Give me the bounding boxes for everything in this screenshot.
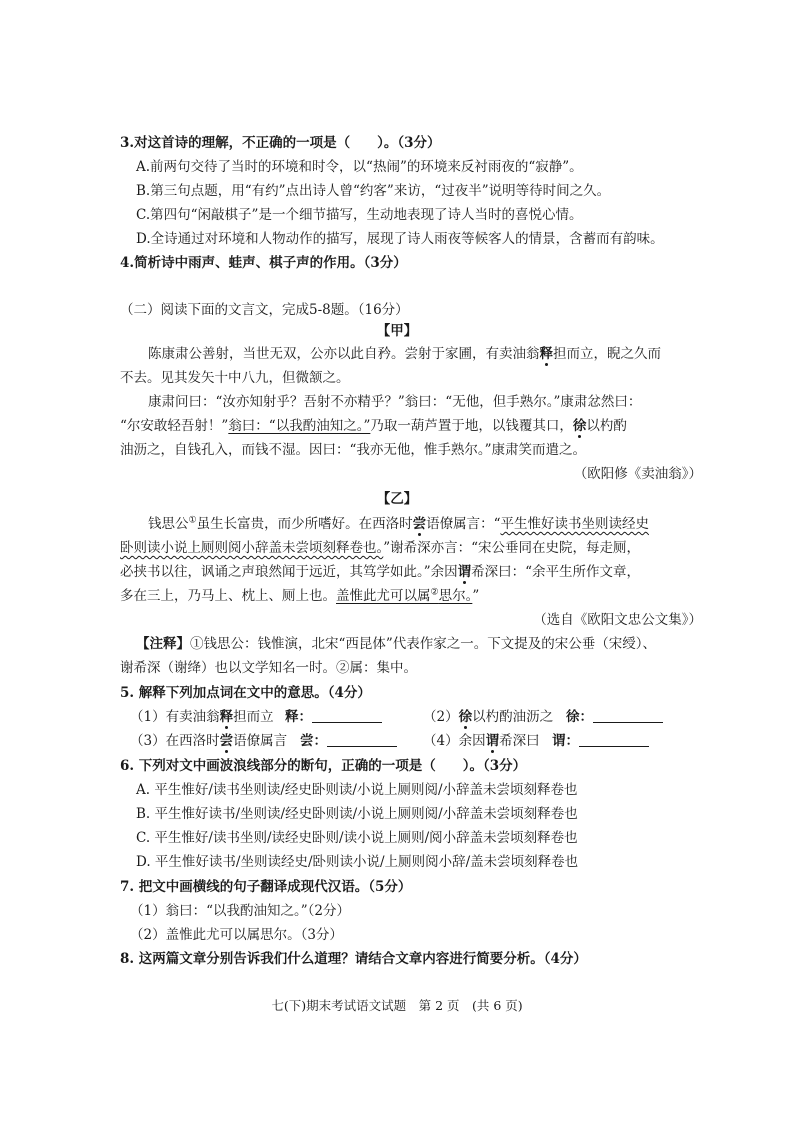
- wavy-underlined-passage-part1: 平生惟好读书坐则读经史: [500, 516, 649, 532]
- q6-option-a: A. 平生惟好/读书坐则读/经史卧则读/小说上厕则阅/小辞盖未尝顷刻释卷也: [136, 782, 578, 798]
- jia-paragraph1-line1: 陈康肃公善射，当世无双，公亦以此自矜。尝射于家圃，有卖油翁释担而立，睨之久而: [148, 346, 661, 362]
- q6-option-c: C. 平生惟好/读书坐则/读经史卧则/读小说上厕则/阅小辞盖未尝顷刻释卷也: [136, 830, 578, 846]
- note-marker-2: ②: [430, 587, 439, 598]
- q6-option-d: D. 平生惟好读书/坐则读经史/卧则读小说/上厕则阅小辞/盖未尝顷刻释卷也: [136, 854, 579, 870]
- yi-line1: 钱思公①虽生长富贵，而少所嗜好。在西洛时尝语僚属言：“平生惟好读书坐则读经史: [148, 515, 649, 532]
- q3-option-b: B.第三句点题，用“有约”点出诗人曾“约客”来访，“过夜半”说明等待时间之久。: [136, 183, 611, 199]
- underlined-sentence-1: 翁曰：“以我酌油知之。”: [228, 418, 371, 434]
- q7-stem: 7. 把文中画横线的句子翻译成现代汉语。（5分）: [120, 879, 412, 895]
- jia-title: 【甲】: [376, 323, 418, 339]
- q5-term-2: 徐：: [566, 707, 663, 727]
- q5-term-4: 谓：: [552, 731, 649, 751]
- yi-source: （选自《欧阳文忠公文集》）: [533, 612, 702, 628]
- q5-stem: 5. 解释下列加点词在文中的意思。（4分）: [120, 685, 371, 701]
- dotted-word-wei: 谓: [457, 564, 472, 580]
- note-marker-1: ①: [188, 515, 197, 526]
- yi-title: 【乙】: [376, 491, 418, 507]
- q5-term-3: 尝：: [300, 731, 397, 751]
- yi-line4: 多在三上，乃马上、枕上、厕上也。盖惟此尤可以属②思尔。”: [120, 587, 480, 604]
- q4-stem: 4.简析诗中雨声、蛙声、棋子声的作用。（3分）: [120, 255, 407, 271]
- answer-blank-2[interactable]: [593, 708, 663, 723]
- wavy-underlined-passage-part2: 卧则读小说上厕则阅小辞盖未尝顷刻释卷也。: [120, 540, 384, 556]
- answer-blank-4[interactable]: [579, 732, 649, 747]
- q5-item-2: （2）徐以杓酌油沥之: [423, 709, 554, 725]
- section2-heading: （二）阅读下面的文言文，完成5-8题。（16分）: [120, 302, 409, 318]
- underlined-sentence-2: 盖惟此尤可以属②思尔。: [336, 587, 473, 604]
- q8-stem: 8. 这两篇文章分别告诉我们什么道理？请结合文章内容进行简要分析。（4分）: [120, 951, 587, 967]
- annotation-line2: 谢希深（谢绛）也以文学知名一时。②属：集中。: [120, 660, 417, 676]
- annotation-line1: 【注释】①钱思公：钱惟演，北宋“西昆体”代表作家之一。下文提及的宋公垂（宋绶）、: [136, 636, 657, 652]
- dotted-word-chang: 尝: [412, 516, 427, 532]
- q3-option-c: C.第四句“闲敲棋子”是一个细节描写，生动地表现了诗人当时的喜悦心情。: [136, 207, 583, 223]
- q3-option-d: D.全诗通过对环境和人物动作的描写，展现了诗人雨夜等候客人的情景，含蓄而有韵味。: [136, 231, 664, 247]
- page-footer: 七(下)期末考试语文试题 第 2 页 (共 6 页): [271, 998, 523, 1013]
- q3-option-a: A.前两句交待了当时的环境和时令，以“热闹”的环境来反衬雨夜的“寂静”。: [136, 159, 583, 175]
- q3-stem: 3.对这首诗的理解，不正确的一项是（ ）。（3分）: [120, 135, 441, 151]
- yi-line2: 卧则读小说上厕则阅小辞盖未尝顷刻释卷也。”谢希深亦言：“宋公垂同在史院，每走厕，: [120, 540, 641, 556]
- answer-blank-1[interactable]: [312, 708, 382, 723]
- jia-paragraph2-line1: 康肃问曰：“汝亦知射乎？吾射不亦精乎？”翁曰：“无他，但手熟尔。”康肃忿然曰：: [148, 394, 642, 410]
- yi-line3: 必挟书以往，讽诵之声琅然闻于远近，其笃学如此。”余因谓希深曰：“余平生所作文章，: [120, 564, 641, 580]
- jia-paragraph2-line2: “尔安敢轻吾射！”翁曰：“以我酌油知之。”乃取一葫芦置于地，以钱覆其口，徐以杓酌: [120, 418, 627, 434]
- annotation-label: 【注释】: [136, 636, 190, 652]
- q6-stem: 6. 下列对文中画波浪线部分的断句，正确的一项是（ ）。（3分）: [120, 758, 527, 774]
- dotted-word-shi: 释: [539, 346, 553, 362]
- q6-option-b: B. 平生惟好读书/坐则读/经史卧则读/小说上厕则阅/小辞盖未尝顷刻释卷也: [136, 806, 578, 822]
- answer-blank-3[interactable]: [327, 732, 397, 747]
- q5-item-4: （4）余因谓希深曰: [423, 733, 540, 749]
- jia-source: （欧阳修《卖油翁》）: [573, 466, 702, 482]
- q5-term-1: 释：: [285, 707, 382, 727]
- q5-item-3: （3）在西洛时尝语僚属言: [130, 733, 288, 749]
- jia-paragraph1-line2: 不去。见其发矢十中八九，但微颔之。: [120, 370, 350, 386]
- q7-item-1: （1）翁曰：“以我酌油知之。”（2分）: [130, 903, 350, 919]
- q5-item-1: （1）有卖油翁释担而立: [130, 709, 274, 725]
- jia-paragraph2-line3: 油沥之，自钱孔入，而钱不湿。因曰：“我亦无他，惟手熟尔。”康肃笑而遣之。: [120, 442, 587, 458]
- q7-item-2: （2）盖惟此尤可以属思尔。（3分）: [130, 927, 343, 943]
- dotted-word-xu: 徐: [572, 418, 587, 434]
